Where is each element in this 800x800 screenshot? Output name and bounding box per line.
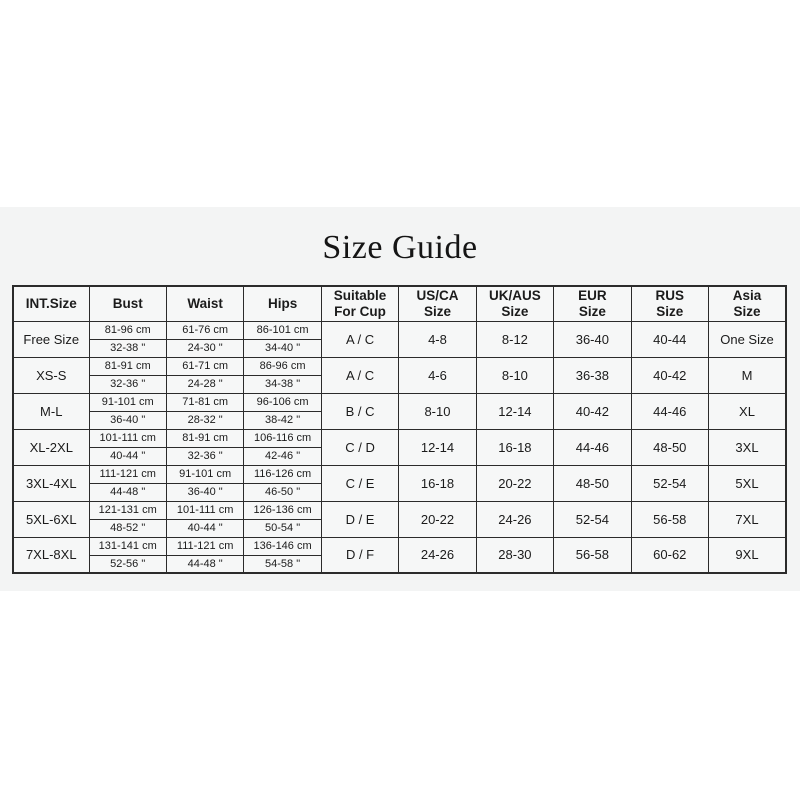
- cup-cell: A / C: [321, 321, 398, 357]
- table-row: [13, 321, 786, 339]
- waist-cm-cell: 91-101 cm: [166, 465, 243, 483]
- usca-cell: 24-26: [399, 537, 476, 573]
- eur-cell: 40-42: [554, 393, 631, 429]
- hips-cm-cell: 86-96 cm: [244, 357, 321, 375]
- int-size-cell: Free Size: [13, 321, 89, 357]
- usca-cell: 20-22: [399, 501, 476, 537]
- header-cell-bust: Bust: [89, 286, 166, 321]
- rus-cell: 56-58: [631, 501, 708, 537]
- waist-cm-cell: 101-111 cm: [166, 501, 243, 519]
- usca-cell: 4-8: [399, 321, 476, 357]
- cup-cell: D / F: [321, 537, 398, 573]
- header-cell-asia: Asia Size: [709, 286, 787, 321]
- size-guide-panel: [0, 207, 800, 591]
- header-cell-eur: EUR Size: [554, 286, 631, 321]
- bust-in-cell: 32-38 ": [89, 339, 166, 357]
- usca-cell: 8-10: [399, 393, 476, 429]
- bust-in-cell: 44-48 ": [89, 483, 166, 501]
- hips-in-cell: 54-58 ": [244, 555, 321, 573]
- hips-cm-cell: 106-116 cm: [244, 429, 321, 447]
- int-size-cell: 7XL-8XL: [13, 537, 89, 573]
- header-cell-usca: US/CA Size: [399, 286, 476, 321]
- bust-cm-cell: 91-101 cm: [89, 393, 166, 411]
- eur-cell: 52-54: [554, 501, 631, 537]
- size-guide-table: [12, 285, 787, 574]
- table-row: [13, 501, 786, 519]
- waist-cm-cell: 61-71 cm: [166, 357, 243, 375]
- int-size-cell: M-L: [13, 393, 89, 429]
- asia-cell: 9XL: [709, 537, 787, 573]
- waist-in-cell: 24-28 ": [166, 375, 243, 393]
- bust-cm-cell: 81-91 cm: [89, 357, 166, 375]
- ukaus-cell: 28-30: [476, 537, 553, 573]
- asia-cell: M: [709, 357, 787, 393]
- bust-in-cell: 36-40 ": [89, 411, 166, 429]
- header-cell-ukaus: UK/AUS Size: [476, 286, 553, 321]
- eur-cell: 44-46: [554, 429, 631, 465]
- rus-cell: 48-50: [631, 429, 708, 465]
- eur-cell: 36-40: [554, 321, 631, 357]
- usca-cell: 12-14: [399, 429, 476, 465]
- hips-cm-cell: 126-136 cm: [244, 501, 321, 519]
- hips-in-cell: 50-54 ": [244, 519, 321, 537]
- waist-in-cell: 40-44 ": [166, 519, 243, 537]
- usca-cell: 16-18: [399, 465, 476, 501]
- waist-in-cell: 28-32 ": [166, 411, 243, 429]
- waist-cm-cell: 81-91 cm: [166, 429, 243, 447]
- waist-in-cell: 44-48 ": [166, 555, 243, 573]
- cup-cell: C / D: [321, 429, 398, 465]
- bust-cm-cell: 131-141 cm: [89, 537, 166, 555]
- bust-in-cell: 52-56 ": [89, 555, 166, 573]
- bust-cm-cell: 81-96 cm: [89, 321, 166, 339]
- table-row: [13, 465, 786, 483]
- asia-cell: 3XL: [709, 429, 787, 465]
- rus-cell: 52-54: [631, 465, 708, 501]
- eur-cell: 48-50: [554, 465, 631, 501]
- eur-cell: 56-58: [554, 537, 631, 573]
- ukaus-cell: 8-12: [476, 321, 553, 357]
- rus-cell: 40-42: [631, 357, 708, 393]
- ukaus-cell: 20-22: [476, 465, 553, 501]
- table-row: [13, 393, 786, 411]
- hips-cm-cell: 136-146 cm: [244, 537, 321, 555]
- asia-cell: One Size: [709, 321, 787, 357]
- hips-in-cell: 34-40 ": [244, 339, 321, 357]
- ukaus-cell: 16-18: [476, 429, 553, 465]
- waist-in-cell: 32-36 ": [166, 447, 243, 465]
- hips-cm-cell: 116-126 cm: [244, 465, 321, 483]
- waist-cm-cell: 111-121 cm: [166, 537, 243, 555]
- cup-cell: C / E: [321, 465, 398, 501]
- table-row: [13, 357, 786, 375]
- bust-in-cell: 32-36 ": [89, 375, 166, 393]
- asia-cell: 5XL: [709, 465, 787, 501]
- bust-in-cell: 48-52 ": [89, 519, 166, 537]
- bust-in-cell: 40-44 ": [89, 447, 166, 465]
- int-size-cell: XL-2XL: [13, 429, 89, 465]
- rus-cell: 60-62: [631, 537, 708, 573]
- hips-in-cell: 38-42 ": [244, 411, 321, 429]
- waist-cm-cell: 71-81 cm: [166, 393, 243, 411]
- ukaus-cell: 24-26: [476, 501, 553, 537]
- int-size-cell: 3XL-4XL: [13, 465, 89, 501]
- bust-cm-cell: 111-121 cm: [89, 465, 166, 483]
- cup-cell: D / E: [321, 501, 398, 537]
- ukaus-cell: 8-10: [476, 357, 553, 393]
- bust-cm-cell: 101-111 cm: [89, 429, 166, 447]
- header-cell-cup: Suitable For Cup: [321, 286, 398, 321]
- hips-in-cell: 34-38 ": [244, 375, 321, 393]
- cup-cell: B / C: [321, 393, 398, 429]
- hips-in-cell: 46-50 ": [244, 483, 321, 501]
- page-title: Size Guide: [322, 229, 478, 266]
- header-row: [13, 286, 786, 321]
- hips-cm-cell: 86-101 cm: [244, 321, 321, 339]
- header-cell-rus: RUS Size: [631, 286, 708, 321]
- cup-cell: A / C: [321, 357, 398, 393]
- int-size-cell: XS-S: [13, 357, 89, 393]
- table-row: [13, 537, 786, 555]
- waist-in-cell: 36-40 ": [166, 483, 243, 501]
- ukaus-cell: 12-14: [476, 393, 553, 429]
- header-cell-hips: Hips: [244, 286, 321, 321]
- asia-cell: XL: [709, 393, 787, 429]
- usca-cell: 4-6: [399, 357, 476, 393]
- header-cell-int-size: INT.Size: [13, 286, 89, 321]
- hips-cm-cell: 96-106 cm: [244, 393, 321, 411]
- bust-cm-cell: 121-131 cm: [89, 501, 166, 519]
- header-cell-waist: Waist: [166, 286, 243, 321]
- hips-in-cell: 42-46 ": [244, 447, 321, 465]
- rus-cell: 44-46: [631, 393, 708, 429]
- waist-cm-cell: 61-76 cm: [166, 321, 243, 339]
- asia-cell: 7XL: [709, 501, 787, 537]
- eur-cell: 36-38: [554, 357, 631, 393]
- table-row: [13, 429, 786, 447]
- waist-in-cell: 24-30 ": [166, 339, 243, 357]
- int-size-cell: 5XL-6XL: [13, 501, 89, 537]
- rus-cell: 40-44: [631, 321, 708, 357]
